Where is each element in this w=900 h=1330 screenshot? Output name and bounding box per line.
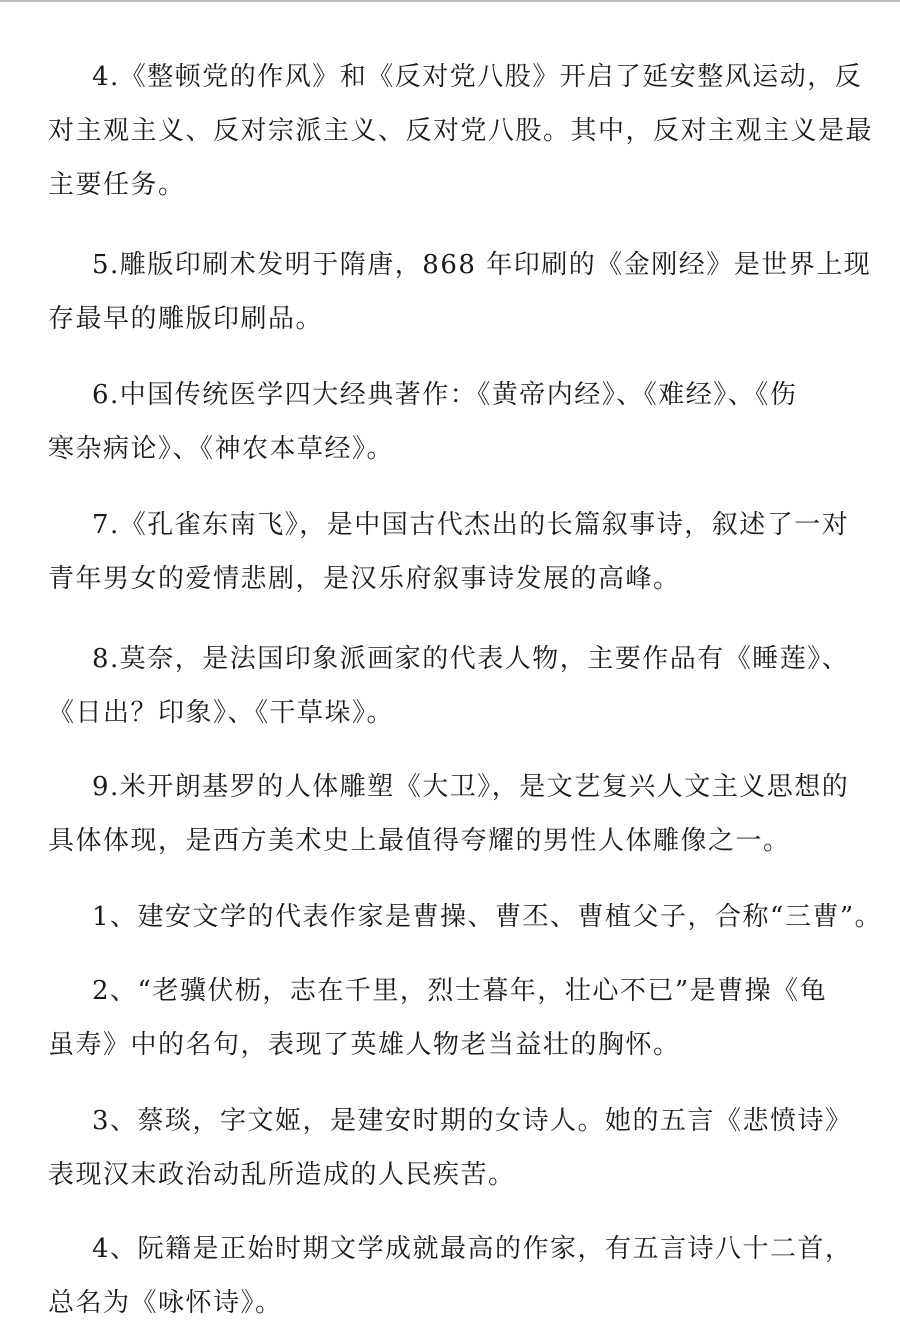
paragraph-item-3-caiyan bbox=[48, 1094, 853, 1202]
paragraph-item-2-caocao bbox=[48, 964, 828, 1072]
paragraph-item-7-kongque bbox=[48, 498, 850, 606]
paragraph-item-6-medicine bbox=[48, 368, 828, 476]
paragraph-line: 表现汉末政治动乱所造成的人民疾苦。 bbox=[48, 1160, 516, 1190]
paragraph-line: 3、蔡琰，字文姬，是建安时期的女诗人。她的五言《悲愤诗》 bbox=[92, 1106, 853, 1136]
paragraph-line: 4.《整顿党的作风》和《反对党八股》开启了延安整风运动，反 bbox=[92, 62, 863, 92]
paragraph-line: 对主观主义、反对宗派主义、反对党八股。其中，反对主观主义是最 bbox=[48, 116, 874, 146]
paragraph-item-4-ruanji bbox=[48, 1222, 853, 1330]
paragraph-item-4-zhengfeng bbox=[48, 50, 874, 212]
paragraph-item-5-printing bbox=[48, 238, 872, 346]
paragraph-line: 8.莫奈，是法国印象派画家的代表人物，主要作品有《睡莲》、 bbox=[92, 644, 850, 674]
paragraph-line: 《日出？印象》、《干草垛》。 bbox=[48, 698, 395, 728]
paragraph-line: 总名为《咏怀诗》。 bbox=[48, 1288, 283, 1318]
paragraph-line: 虽寿》中的名句，表现了英雄人物老当益壮的胸怀。 bbox=[48, 1030, 681, 1060]
paragraph-line: 存最早的雕版印刷品。 bbox=[48, 304, 324, 334]
paragraph-line: 5.雕版印刷术发明于隋唐，868 年印刷的《金刚经》是世界上现 bbox=[92, 250, 872, 280]
paragraph-item-8-monet bbox=[48, 632, 850, 740]
paragraph-line: 主要任务。 bbox=[48, 170, 186, 200]
paragraph-line: 寒杂病论》、《神农本草经》。 bbox=[48, 434, 395, 464]
paragraph-line: 2、“老骥伏枥，志在千里，烈士暮年，壮心不已”是曹操《龟 bbox=[92, 976, 828, 1006]
paragraph-line: 6.中国传统医学四大经典著作：《黄帝内经》、《难经》、《伤 bbox=[92, 380, 798, 410]
paragraph-item-1-jianan bbox=[48, 890, 883, 944]
paragraph-line: 青年男女的爱情悲剧，是汉乐府叙事诗发展的高峰。 bbox=[48, 564, 681, 594]
paragraph-line: 9.米开朗基罗的人体雕塑《大卫》，是文艺复兴人文主义思想的 bbox=[92, 772, 850, 802]
paragraph-line: 具体体现，是西方美术史上最值得夸耀的男性人体雕像之一。 bbox=[48, 826, 791, 856]
paragraph-line: 7.《孔雀东南飞》，是中国古代杰出的长篇叙事诗，叙述了一对 bbox=[92, 510, 850, 540]
paragraph-line: 4、阮籍是正始时期文学成就最高的作家，有五言诗八十二首， bbox=[92, 1234, 853, 1264]
paragraph-line: 1、建安文学的代表作家是曹操、曹丕、曹植父子，合称“三曹”。 bbox=[92, 902, 883, 932]
paragraph-item-9-david bbox=[48, 760, 850, 868]
